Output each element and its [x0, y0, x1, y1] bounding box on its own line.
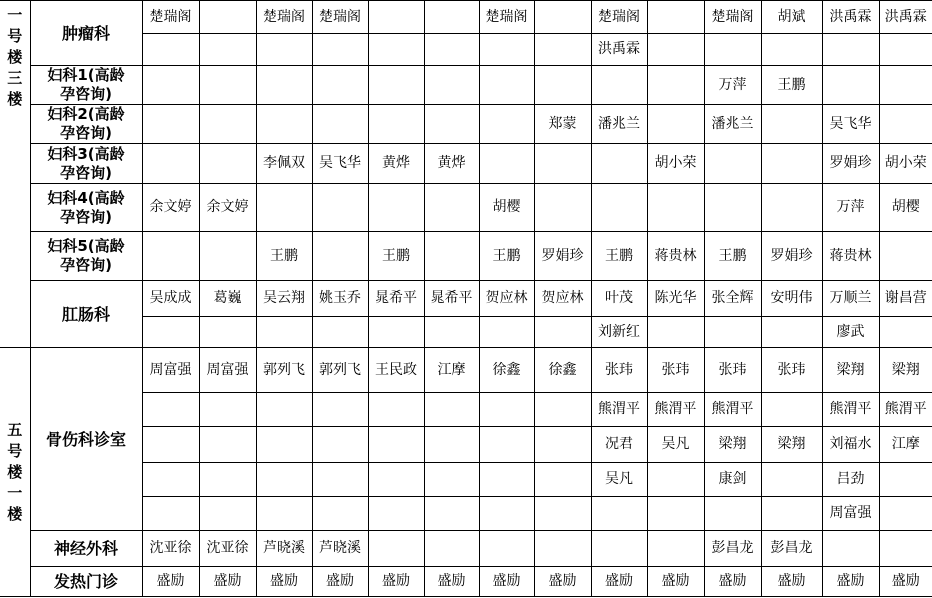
doctor-cell: 刘新红	[591, 317, 647, 348]
department-name: 妇科2(高龄孕咨询)	[30, 105, 142, 144]
doctor-cell	[142, 66, 199, 105]
doctor-cell: 熊渭平	[704, 393, 761, 427]
doctor-cell	[368, 1, 424, 34]
doctor-cell	[761, 105, 822, 144]
doctor-cell: 彭昌龙	[704, 531, 761, 567]
doctor-cell: 蒋贵林	[822, 232, 879, 281]
doctor-cell: 胡斌	[761, 1, 822, 34]
doctor-cell: 姚玉乔	[312, 281, 368, 317]
doctor-cell: 洪禹霖	[591, 34, 647, 66]
doctor-cell	[647, 317, 704, 348]
doctor-cell: 盛励	[534, 567, 591, 597]
table-row	[0, 105, 932, 144]
doctor-cell	[424, 317, 479, 348]
doctor-cell: 盛励	[142, 567, 199, 597]
doctor-cell: 况君	[591, 427, 647, 463]
doctor-cell: 盛励	[879, 567, 932, 597]
doctor-cell	[879, 105, 932, 144]
doctor-cell	[647, 66, 704, 105]
doctor-cell: 熊渭平	[591, 393, 647, 427]
doctor-cell	[879, 34, 932, 66]
doctor-cell	[647, 1, 704, 34]
doctor-cell: 吴成成	[142, 281, 199, 317]
doctor-cell: 楚瑞阁	[142, 1, 199, 34]
doctor-cell: 徐鑫	[534, 348, 591, 393]
doctor-cell: 盛励	[647, 567, 704, 597]
department-name: 神经外科	[30, 531, 142, 567]
doctor-cell	[312, 463, 368, 497]
doctor-cell: 刘福水	[822, 427, 879, 463]
doctor-cell	[704, 34, 761, 66]
doctor-cell: 盛励	[368, 567, 424, 597]
doctor-cell	[368, 497, 424, 531]
doctor-cell: 潘兆兰	[704, 105, 761, 144]
doctor-cell	[591, 66, 647, 105]
doctor-cell: 江摩	[879, 427, 932, 463]
doctor-cell	[142, 105, 199, 144]
doctor-cell	[256, 34, 312, 66]
doctor-cell: 贺应林	[479, 281, 534, 317]
doctor-cell	[256, 317, 312, 348]
doctor-cell	[879, 463, 932, 497]
doctor-cell: 黄烨	[424, 144, 479, 184]
doctor-cell: 余文婷	[142, 184, 199, 232]
doctor-cell	[312, 497, 368, 531]
doctor-cell	[368, 463, 424, 497]
doctor-cell: 吴云翔	[256, 281, 312, 317]
doctor-cell	[591, 497, 647, 531]
doctor-cell	[534, 66, 591, 105]
doctor-cell: 葛巍	[199, 281, 256, 317]
doctor-cell	[199, 393, 256, 427]
doctor-cell	[647, 34, 704, 66]
table-row	[0, 531, 932, 567]
doctor-cell: 胡小荣	[647, 144, 704, 184]
doctor-cell: 盛励	[822, 567, 879, 597]
doctor-cell	[368, 317, 424, 348]
doctor-cell	[368, 184, 424, 232]
doctor-cell: 安明伟	[761, 281, 822, 317]
doctor-cell	[822, 66, 879, 105]
doctor-cell: 周富强	[142, 348, 199, 393]
doctor-cell: 王鹏	[591, 232, 647, 281]
doctor-cell	[879, 317, 932, 348]
doctor-cell: 周富强	[822, 497, 879, 531]
doctor-cell	[199, 463, 256, 497]
doctor-cell	[424, 1, 479, 34]
doctor-cell	[424, 66, 479, 105]
doctor-cell: 徐鑫	[479, 348, 534, 393]
table-row	[0, 281, 932, 317]
doctor-cell	[761, 497, 822, 531]
doctor-cell	[256, 497, 312, 531]
department-name: 骨伤科诊室	[30, 348, 142, 531]
table-row	[0, 66, 932, 105]
doctor-cell: 贺应林	[534, 281, 591, 317]
doctor-cell	[199, 497, 256, 531]
doctor-cell	[368, 427, 424, 463]
doctor-cell: 盛励	[479, 567, 534, 597]
doctor-cell	[424, 427, 479, 463]
doctor-cell: 王鹏	[368, 232, 424, 281]
doctor-cell	[142, 463, 199, 497]
doctor-cell: 盛励	[761, 567, 822, 597]
doctor-cell: 张玮	[704, 348, 761, 393]
doctor-cell	[424, 184, 479, 232]
doctor-cell	[199, 232, 256, 281]
doctor-cell: 盛励	[256, 567, 312, 597]
table-row	[0, 348, 932, 393]
doctor-cell: 罗娟珍	[534, 232, 591, 281]
doctor-cell	[142, 232, 199, 281]
doctor-cell	[256, 463, 312, 497]
doctor-cell	[761, 184, 822, 232]
department-name: 妇科1(高龄孕咨询)	[30, 66, 142, 105]
doctor-cell	[256, 184, 312, 232]
doctor-cell	[534, 184, 591, 232]
doctor-cell	[534, 497, 591, 531]
doctor-cell: 晁希平	[368, 281, 424, 317]
doctor-cell	[879, 497, 932, 531]
doctor-cell	[647, 184, 704, 232]
doctor-cell	[256, 393, 312, 427]
doctor-cell: 彭昌龙	[761, 531, 822, 567]
building-1-label: 一号楼三楼	[0, 1, 30, 348]
doctor-cell	[368, 66, 424, 105]
doctor-cell: 芦晓溪	[256, 531, 312, 567]
doctor-cell: 王鹏	[761, 66, 822, 105]
doctor-cell	[142, 427, 199, 463]
doctor-cell	[424, 393, 479, 427]
doctor-cell: 盛励	[199, 567, 256, 597]
doctor-cell	[142, 317, 199, 348]
doctor-cell	[479, 427, 534, 463]
doctor-cell	[479, 393, 534, 427]
doctor-cell	[879, 232, 932, 281]
doctor-cell	[479, 317, 534, 348]
doctor-cell: 楚瑞阁	[704, 1, 761, 34]
doctor-cell	[199, 317, 256, 348]
doctor-cell	[704, 317, 761, 348]
doctor-cell	[704, 497, 761, 531]
department-name: 妇科5(高龄孕咨询)	[30, 232, 142, 281]
doctor-cell	[479, 531, 534, 567]
doctor-cell	[879, 531, 932, 567]
doctor-cell	[312, 427, 368, 463]
doctor-cell	[479, 34, 534, 66]
doctor-cell	[256, 105, 312, 144]
doctor-cell	[479, 497, 534, 531]
doctor-cell	[591, 531, 647, 567]
doctor-cell	[312, 393, 368, 427]
doctor-cell	[591, 184, 647, 232]
table-row	[0, 567, 932, 597]
doctor-cell: 吴飞华	[312, 144, 368, 184]
doctor-cell: 康剑	[704, 463, 761, 497]
doctor-cell: 王鹏	[479, 232, 534, 281]
doctor-cell	[822, 34, 879, 66]
doctor-cell: 李佩双	[256, 144, 312, 184]
doctor-cell	[424, 232, 479, 281]
doctor-cell: 胡小荣	[879, 144, 932, 184]
doctor-cell	[142, 144, 199, 184]
table-row	[0, 232, 932, 281]
doctor-cell	[479, 144, 534, 184]
doctor-cell	[424, 463, 479, 497]
doctor-cell: 洪禹霖	[822, 1, 879, 34]
doctor-cell	[142, 34, 199, 66]
doctor-cell: 周富强	[199, 348, 256, 393]
table-row	[0, 144, 932, 184]
doctor-cell	[312, 66, 368, 105]
doctor-cell	[199, 427, 256, 463]
doctor-cell: 沈亚徐	[142, 531, 199, 567]
doctor-cell: 吴凡	[591, 463, 647, 497]
doctor-cell	[761, 144, 822, 184]
doctor-cell: 芦晓溪	[312, 531, 368, 567]
doctor-cell	[761, 393, 822, 427]
doctor-cell	[647, 105, 704, 144]
doctor-cell: 盛励	[591, 567, 647, 597]
doctor-cell: 万顺兰	[822, 281, 879, 317]
doctor-cell	[312, 105, 368, 144]
doctor-cell: 罗娟珍	[761, 232, 822, 281]
doctor-cell: 熊渭平	[647, 393, 704, 427]
doctor-cell	[534, 463, 591, 497]
department-name: 妇科4(高龄孕咨询)	[30, 184, 142, 232]
doctor-cell: 梁翔	[879, 348, 932, 393]
doctor-cell	[534, 1, 591, 34]
doctor-cell	[534, 144, 591, 184]
doctor-cell	[479, 105, 534, 144]
doctor-cell	[761, 463, 822, 497]
doctor-cell: 江摩	[424, 348, 479, 393]
doctor-cell	[534, 34, 591, 66]
doctor-cell	[199, 144, 256, 184]
doctor-cell: 郭列飞	[256, 348, 312, 393]
doctor-cell: 吴凡	[647, 427, 704, 463]
doctor-cell: 王鹏	[256, 232, 312, 281]
doctor-cell: 楚瑞阁	[479, 1, 534, 34]
doctor-cell: 张玮	[761, 348, 822, 393]
doctor-cell: 盛励	[704, 567, 761, 597]
doctor-cell: 叶茂	[591, 281, 647, 317]
doctor-cell: 万萍	[704, 66, 761, 105]
doctor-cell	[704, 144, 761, 184]
doctor-cell	[199, 34, 256, 66]
doctor-cell: 吕劲	[822, 463, 879, 497]
doctor-cell: 王鹏	[704, 232, 761, 281]
department-name: 肿瘤科	[30, 1, 142, 66]
doctor-cell: 张玮	[591, 348, 647, 393]
doctor-cell: 蒋贵林	[647, 232, 704, 281]
doctor-cell: 梁翔	[761, 427, 822, 463]
doctor-cell	[761, 317, 822, 348]
doctor-cell	[424, 34, 479, 66]
doctor-cell: 吴飞华	[822, 105, 879, 144]
doctor-cell	[199, 105, 256, 144]
table-row	[0, 184, 932, 232]
doctor-cell: 熊渭平	[822, 393, 879, 427]
doctor-cell	[591, 144, 647, 184]
doctor-cell: 谢昌营	[879, 281, 932, 317]
doctor-cell	[368, 34, 424, 66]
doctor-cell	[534, 317, 591, 348]
doctor-cell	[534, 427, 591, 463]
doctor-cell: 晁希平	[424, 281, 479, 317]
doctor-cell	[312, 317, 368, 348]
doctor-cell	[199, 1, 256, 34]
doctor-cell	[534, 393, 591, 427]
doctor-cell	[647, 497, 704, 531]
doctor-cell: 陈光华	[647, 281, 704, 317]
doctor-cell	[424, 531, 479, 567]
doctor-cell: 盛励	[424, 567, 479, 597]
doctor-cell	[256, 66, 312, 105]
doctor-cell	[479, 66, 534, 105]
doctor-cell	[368, 531, 424, 567]
doctor-cell	[368, 393, 424, 427]
doctor-cell: 万萍	[822, 184, 879, 232]
doctor-cell: 梁翔	[704, 427, 761, 463]
doctor-cell: 胡樱	[879, 184, 932, 232]
table-row	[0, 1, 932, 34]
building-5-label: 五号楼一楼	[0, 348, 30, 597]
doctor-cell: 张玮	[647, 348, 704, 393]
doctor-cell: 张全辉	[704, 281, 761, 317]
doctor-cell	[879, 66, 932, 105]
department-name: 妇科3(高龄孕咨询)	[30, 144, 142, 184]
doctor-cell: 郑蒙	[534, 105, 591, 144]
doctor-cell	[761, 34, 822, 66]
doctor-cell: 罗娟珍	[822, 144, 879, 184]
doctor-cell	[368, 105, 424, 144]
doctor-cell	[312, 34, 368, 66]
doctor-cell	[312, 184, 368, 232]
doctor-cell	[647, 531, 704, 567]
doctor-cell	[479, 463, 534, 497]
doctor-cell: 梁翔	[822, 348, 879, 393]
doctor-cell	[142, 497, 199, 531]
doctor-cell: 楚瑞阁	[312, 1, 368, 34]
doctor-cell	[424, 497, 479, 531]
doctor-cell	[704, 184, 761, 232]
doctor-cell	[199, 66, 256, 105]
doctor-cell: 洪禹霖	[879, 1, 932, 34]
doctor-cell: 沈亚徐	[199, 531, 256, 567]
doctor-cell: 楚瑞阁	[256, 1, 312, 34]
doctor-cell: 王民政	[368, 348, 424, 393]
doctor-cell: 盛励	[312, 567, 368, 597]
doctor-cell: 黄烨	[368, 144, 424, 184]
doctor-cell: 郭列飞	[312, 348, 368, 393]
department-name: 肛肠科	[30, 281, 142, 348]
doctor-cell	[256, 427, 312, 463]
doctor-cell: 熊渭平	[879, 393, 932, 427]
doctor-cell: 余文婷	[199, 184, 256, 232]
doctor-cell	[534, 531, 591, 567]
doctor-cell	[647, 463, 704, 497]
doctor-cell: 潘兆兰	[591, 105, 647, 144]
department-name: 发热门诊	[30, 567, 142, 597]
doctor-cell	[822, 531, 879, 567]
doctor-cell	[142, 393, 199, 427]
doctor-cell: 廖武	[822, 317, 879, 348]
doctor-cell: 胡樱	[479, 184, 534, 232]
doctor-cell: 楚瑞阁	[591, 1, 647, 34]
doctor-cell	[312, 232, 368, 281]
doctor-cell	[424, 105, 479, 144]
